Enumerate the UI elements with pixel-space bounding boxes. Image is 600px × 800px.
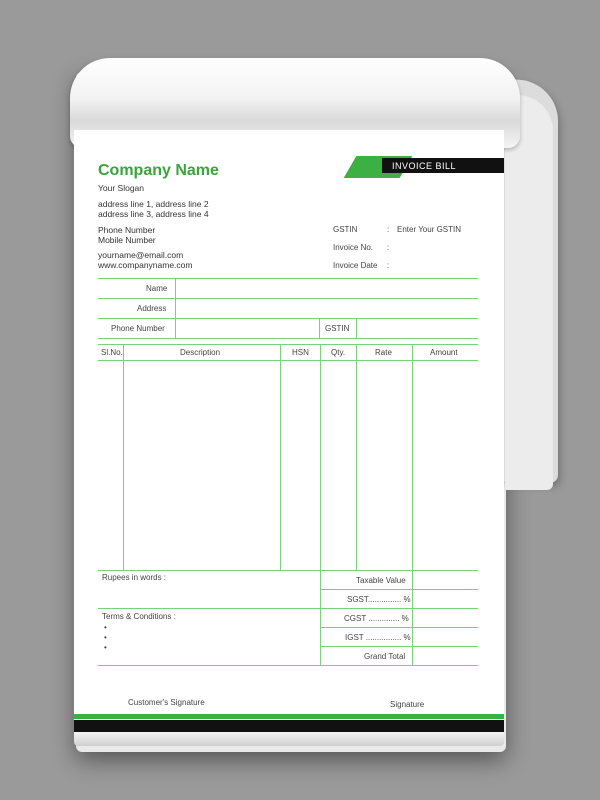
- table-rule: [98, 338, 478, 339]
- sgst-label: SGST............... %: [347, 595, 411, 604]
- footer-green-bar: [74, 714, 504, 719]
- th-amount: Amount: [430, 348, 458, 357]
- banner-title: INVOICE BILL: [392, 161, 457, 171]
- taxable-value-label: Taxable Value: [356, 576, 406, 585]
- gstin-sep: :: [387, 225, 390, 234]
- th-rate: Rate: [375, 348, 392, 357]
- igst-label: IGST ................ %: [345, 633, 411, 642]
- cgst-label: CGST .............. %: [344, 614, 409, 623]
- gstin-label: GSTIN: [333, 225, 358, 234]
- customer-signature-label: Customer's Signature: [128, 698, 205, 707]
- table-rule: [98, 318, 478, 319]
- table-rule: [412, 344, 413, 570]
- table-rule: [320, 570, 321, 665]
- customer-gstin-label: GSTIN: [325, 324, 350, 333]
- table-rule: [98, 570, 478, 571]
- table-rule: [98, 298, 478, 299]
- table-rule: [123, 344, 124, 570]
- customer-name-label: Name: [146, 284, 168, 293]
- company-name: Company Name: [98, 162, 219, 179]
- th-description: Description: [180, 348, 221, 357]
- table-rule: [320, 344, 321, 570]
- customer-phone-label: Phone Number: [111, 324, 165, 333]
- terms-bullet-1: •: [104, 623, 107, 632]
- email: yourname@email.com: [98, 250, 184, 260]
- table-rule: [98, 278, 478, 279]
- table-rule: [98, 665, 478, 666]
- footer-black-bar: [74, 720, 504, 732]
- company-slogan: Your Slogan: [98, 183, 145, 193]
- gstin-value: Enter Your GSTIN: [397, 225, 462, 234]
- th-slno: Sl.No.: [101, 348, 123, 357]
- website: www.companyname.com: [98, 260, 193, 270]
- table-rule: [320, 627, 478, 628]
- table-rule: [412, 570, 413, 665]
- terms-bullet-2: •: [104, 633, 107, 642]
- table-rule: [175, 278, 176, 338]
- signature-label: Signature: [390, 700, 425, 709]
- terms-label: Terms & Conditions :: [102, 612, 176, 621]
- invoice-date-label: Invoice Date: [333, 261, 378, 270]
- rupees-words-label: Rupees in words :: [102, 573, 167, 582]
- curled-back-page-inner: [505, 95, 553, 490]
- table-rule: [356, 318, 357, 338]
- invoice-no-sep: :: [387, 243, 390, 252]
- table-rule: [98, 344, 478, 345]
- th-qty: Qty.: [331, 348, 346, 357]
- phone-number: Phone Number: [98, 225, 156, 235]
- invoice-sheet: [74, 130, 504, 740]
- table-rule: [319, 318, 320, 338]
- table-rule: [98, 608, 478, 609]
- pad-bottom-edge: [74, 732, 504, 746]
- address-line-2: address line 3, address line 4: [98, 209, 209, 219]
- table-rule: [320, 589, 478, 590]
- table-rule: [280, 344, 281, 570]
- invoice-date-sep: :: [387, 261, 390, 270]
- mobile-number: Mobile Number: [98, 235, 156, 245]
- table-rule: [356, 344, 357, 570]
- customer-address-label: Address: [137, 304, 167, 313]
- grand-total-label: Grand Total: [364, 652, 406, 661]
- table-rule: [320, 646, 478, 647]
- invoice-no-label: Invoice No.: [333, 243, 374, 252]
- address-line-1: address line 1, address line 2: [98, 199, 209, 209]
- table-rule: [98, 360, 478, 361]
- th-hsn: HSN: [292, 348, 309, 357]
- terms-bullet-3: •: [104, 643, 107, 652]
